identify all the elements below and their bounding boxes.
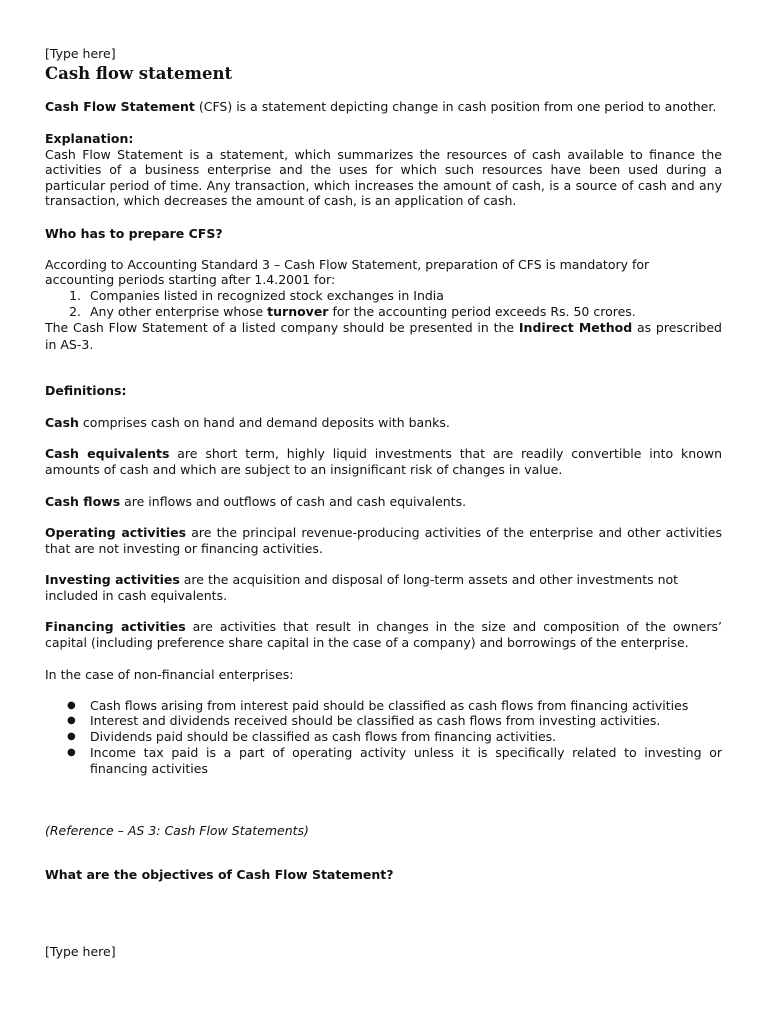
definitions-heading: Definitions:: [45, 383, 127, 398]
objectives-heading: What are the objectives of Cash Flow Statement?: [45, 867, 394, 882]
definition-financing: Financing activities are activities that result in changes in the size and composition of the owners’: [45, 619, 722, 634]
intro-term: Cash Flow Statement: [45, 99, 195, 114]
list-item: Any other enterprise whose turnover for the accounting period exceeds Rs. 50 crores.: [90, 304, 636, 319]
definition-financing-line2: capital (including preference share capital in the case of a company) and borrowings of the enterprise.: [45, 635, 689, 650]
turnover-term: turnover: [267, 304, 329, 319]
who-heading: Who has to prepare CFS?: [45, 226, 223, 241]
page-title: Cash flow statement: [45, 64, 233, 83]
list-item: Companies listed in recognized stock exchanges in India: [90, 288, 444, 303]
explanation-heading: Explanation:: [45, 131, 134, 146]
explanation-line: activities of a business enterprise and the uses for which such resources have been used during a: [45, 162, 722, 177]
list-number: 2.: [69, 304, 81, 319]
bullet-item: Interest and dividends received should be classified as cash flows from investing activities.: [90, 713, 661, 728]
explanation-line: Cash Flow Statement is a statement, which summarizes the resources of cash available to finance the: [45, 147, 722, 162]
method-line: The Cash Flow Statement of a listed company should be presented in the Indirect Method as prescribed: [45, 320, 722, 335]
definition-investing-line2: included in cash equivalents.: [45, 588, 228, 603]
bullet-dot: ●: [67, 731, 76, 742]
method-line: in AS-3.: [45, 337, 94, 352]
bullet-item: Cash flows arising from interest paid should be classified as cash flows from financing activities: [90, 698, 689, 713]
bullet-item-continued: financing activities: [90, 761, 208, 776]
page-header: [Type here]: [45, 46, 116, 61]
definition-cash-equivalents: Cash equivalents are short term, highly liquid investments that are readily convertible into known: [45, 446, 722, 461]
explanation-line: transaction, which decreases the amount of cash, is an application of cash.: [45, 193, 517, 208]
definition-cash: Cash comprises cash on hand and demand deposits with banks.: [45, 415, 450, 430]
bullet-item: Income tax paid is a part of operating activity unless it is specifically related to investing or: [90, 745, 722, 760]
definition-cash-flows: Cash flows are inflows and outflows of cash and cash equivalents.: [45, 494, 467, 509]
page-footer: [Type here]: [45, 944, 116, 959]
nonfinancial-intro: In the case of non-financial enterprises:: [45, 667, 294, 682]
bullet-dot: ●: [67, 715, 76, 726]
intro-paragraph: [45, 99, 722, 115]
who-line: According to Accounting Standard 3 – Cash Flow Statement, preparation of CFS is mandatory for: [45, 257, 650, 272]
definition-operating-line2: that are not investing or financing activities.: [45, 541, 323, 556]
definition-investing: Investing activities are the acquisition and disposal of long-term assets and other investments not: [45, 572, 679, 587]
who-line: accounting periods starting after 1.4.2001 for:: [45, 272, 336, 287]
reference-note: (Reference – AS 3: Cash Flow Statements): [45, 823, 309, 838]
bullet-item: Dividends paid should be classified as cash flows from financing activities.: [90, 729, 557, 744]
explanation-line: particular period of time. Any transaction, which increases the amount of cash, is a source of cash and any: [45, 178, 722, 193]
definition-cash-equivalents-line2: amounts of cash and which are subject to an insignificant risk of changes in value.: [45, 462, 563, 477]
indirect-method-term: Indirect Method: [518, 320, 633, 335]
bullet-dot: ●: [67, 700, 76, 711]
bullet-dot: ●: [67, 747, 76, 758]
list-number: 1.: [69, 288, 81, 303]
intro-text: (CFS) is a statement depicting change in cash position from one period to another.: [194, 99, 717, 114]
definition-operating: Operating activities are the principal revenue-producing activities of the enterprise and other activities: [45, 525, 722, 540]
